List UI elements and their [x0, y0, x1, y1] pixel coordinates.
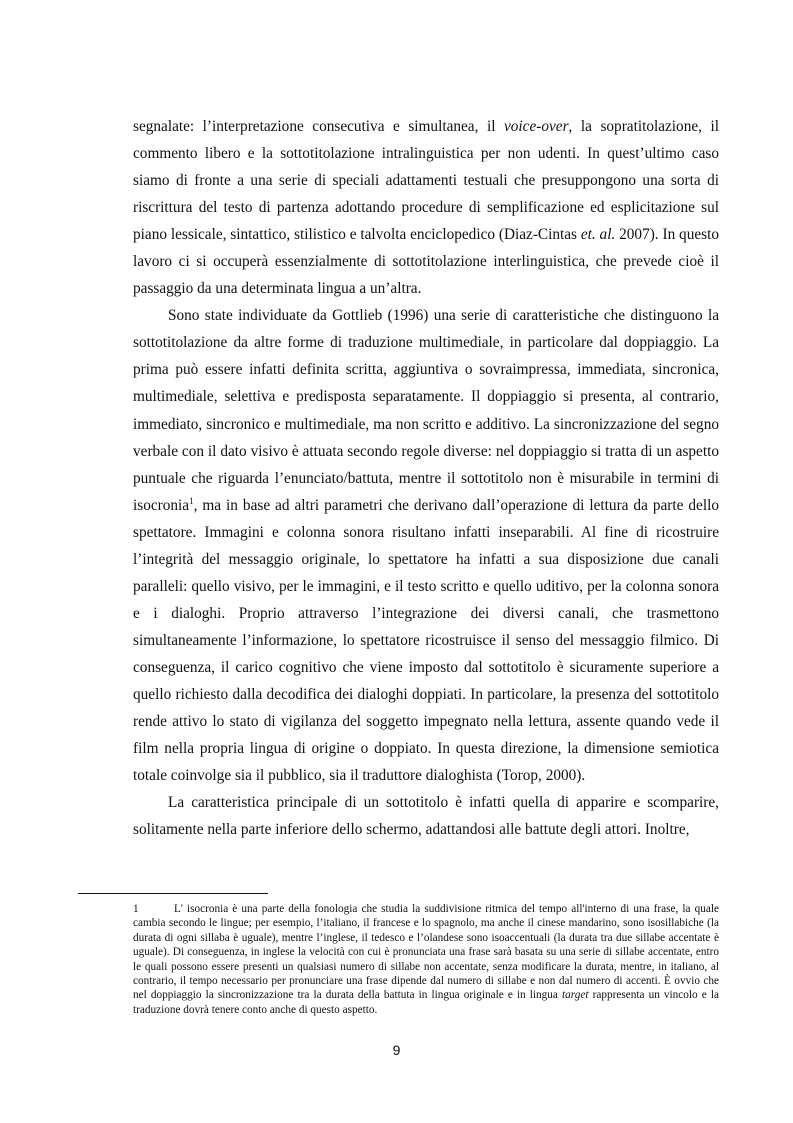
text-segment: , ma in base ad altri parametri che derivano dall’operazione di lettura da parte dello spettatore. Immagini e colonna sonora risultano infatti inseparabili. Al fine di ricostruire l’integrità del messaggio originale, lo spettatore ha infatti a sua disposizione due canali paralleli: quello visivo, per le immagini, e il testo scritto e quello uditivo, per la colonna sonora e i dialoghi. Proprio attraverso l’integrazione dei diversi canali, che trasmettono simultaneamente l’informazione, lo spettatore ricostruisce il senso del messaggio filmico. Di conseguenza, il carico cognitivo che viene imposto dal sottotitolo è sicuramente superiore a quello richiesto dalla decodifica dei dialoghi doppiati. In particolare, la presenza del sottotitolo rende attivo lo stato di vigilanza del soggetto impegnato nella lettura, assente quando vede il film nella propria lingua di origine o doppiato. In questa direzione, la dimensione semiotica totale coinvolge sia il pubblico, sia il traduttore dialoghista (Torop, 2000).: [133, 496, 719, 785]
text-segment: Sono state individuate da Gottlieb (1996) una serie di caratteristiche che distinguono la sottotitolazione da altre forme di traduzione multimediale, in particolare dal doppiaggio. La prima può essere infatti definita scritta, aggiuntiva o sovraimpressa, immediata, sincronica, multimediale, selettiva e predisposta separatamente. Il doppiaggio si presenta, al contrario, immediato, sincronico e multimediale, ma non scritto e additivo. La sincronizzazione del segno verbale con il dato visivo è attuata secondo regole diverse: nel doppiaggio si tratta di un aspetto puntuale che riguarda l’enunciato/battuta, mentre il sottotitolo non è misurabile in termini di isocronia: [133, 307, 719, 514]
italic-et-al: et. al.: [580, 226, 616, 244]
body-text: [133, 113, 719, 843]
text-segment: L' isocronia è una parte della fonologia che studia la suddivisione ritmica del tempo all'interno di una frase, la quale cambia secondo le lingue; per esempio, l’italiano, il francese e lo spagnolo, ma anche il cinese mandarino, sono isosillabiche (la durata di ogni sillaba è uguale), mentre l’inglese, il tedesco e l’olandese sono isoaccentuali (la durata tra due sillabe accentate è uguale). Di conseguenza, in inglese la velocità con cui è pronunciata una frase sarà basata su una serie di sillabe accentate, entro le quali possono essere presenti un qualsiasi numero di sillabe non accentate, senza modificare la durata, mentre, in italiano, al contrario, il tempo necessario per pronunciare una frase dipende dal numero di sillabe e non dal numero di accenti. È ovvio che nel doppiaggio la sincronizzazione tra la durata della battuta in lingua originale e in lingua: [133, 903, 719, 1002]
text-segment: , la sopratitolazione, il commento libero e la sottotitolazione intralinguistica per non udenti. In quest’ultimo caso siamo di fronte a una serie di speciali adattamenti testuali che presuppongono una sorta di riscrittura del testo di partenza adottando procedure di semplificazione ed esplicitazione sul piano lessicale, sintattico, stilistico e talvolta enciclopedico (Diaz-Cintas: [133, 118, 719, 244]
footnote-1: [133, 902, 719, 1017]
page-number: 9: [392, 1042, 401, 1058]
footnote-separator: [78, 893, 268, 894]
text-segment: rappresenta un vincolo e la traduzione dovrà tenere conto anche di questo aspetto.: [133, 989, 720, 1016]
footnote-reference-1[interactable]: 1: [189, 495, 194, 506]
text-segment: segnalate: l’interpretazione consecutiva e simultanea, il: [133, 118, 504, 135]
text-segment: La caratteristica principale di un sottotitolo è infatti quella di apparire e scomparire, solitamente nella parte inferiore dello schermo, adattandosi alle battute degli attori. Inoltre,: [133, 794, 719, 839]
footnotes: [133, 902, 719, 1017]
paragraph-2: [133, 302, 719, 789]
footnote-number: 1: [133, 903, 139, 915]
text-segment: 2007). In questo lavoro ci si occuperà essenzialmente di sottotitolazione interlinguistica, che prevede cioè il passaggio da una determinata lingua a un’altra.: [133, 226, 719, 298]
italic-term-voice-over: voice-over: [503, 118, 569, 135]
italic-term-target: target: [562, 989, 589, 1002]
paragraph-3: [133, 789, 719, 843]
paragraph-1: [133, 113, 719, 302]
